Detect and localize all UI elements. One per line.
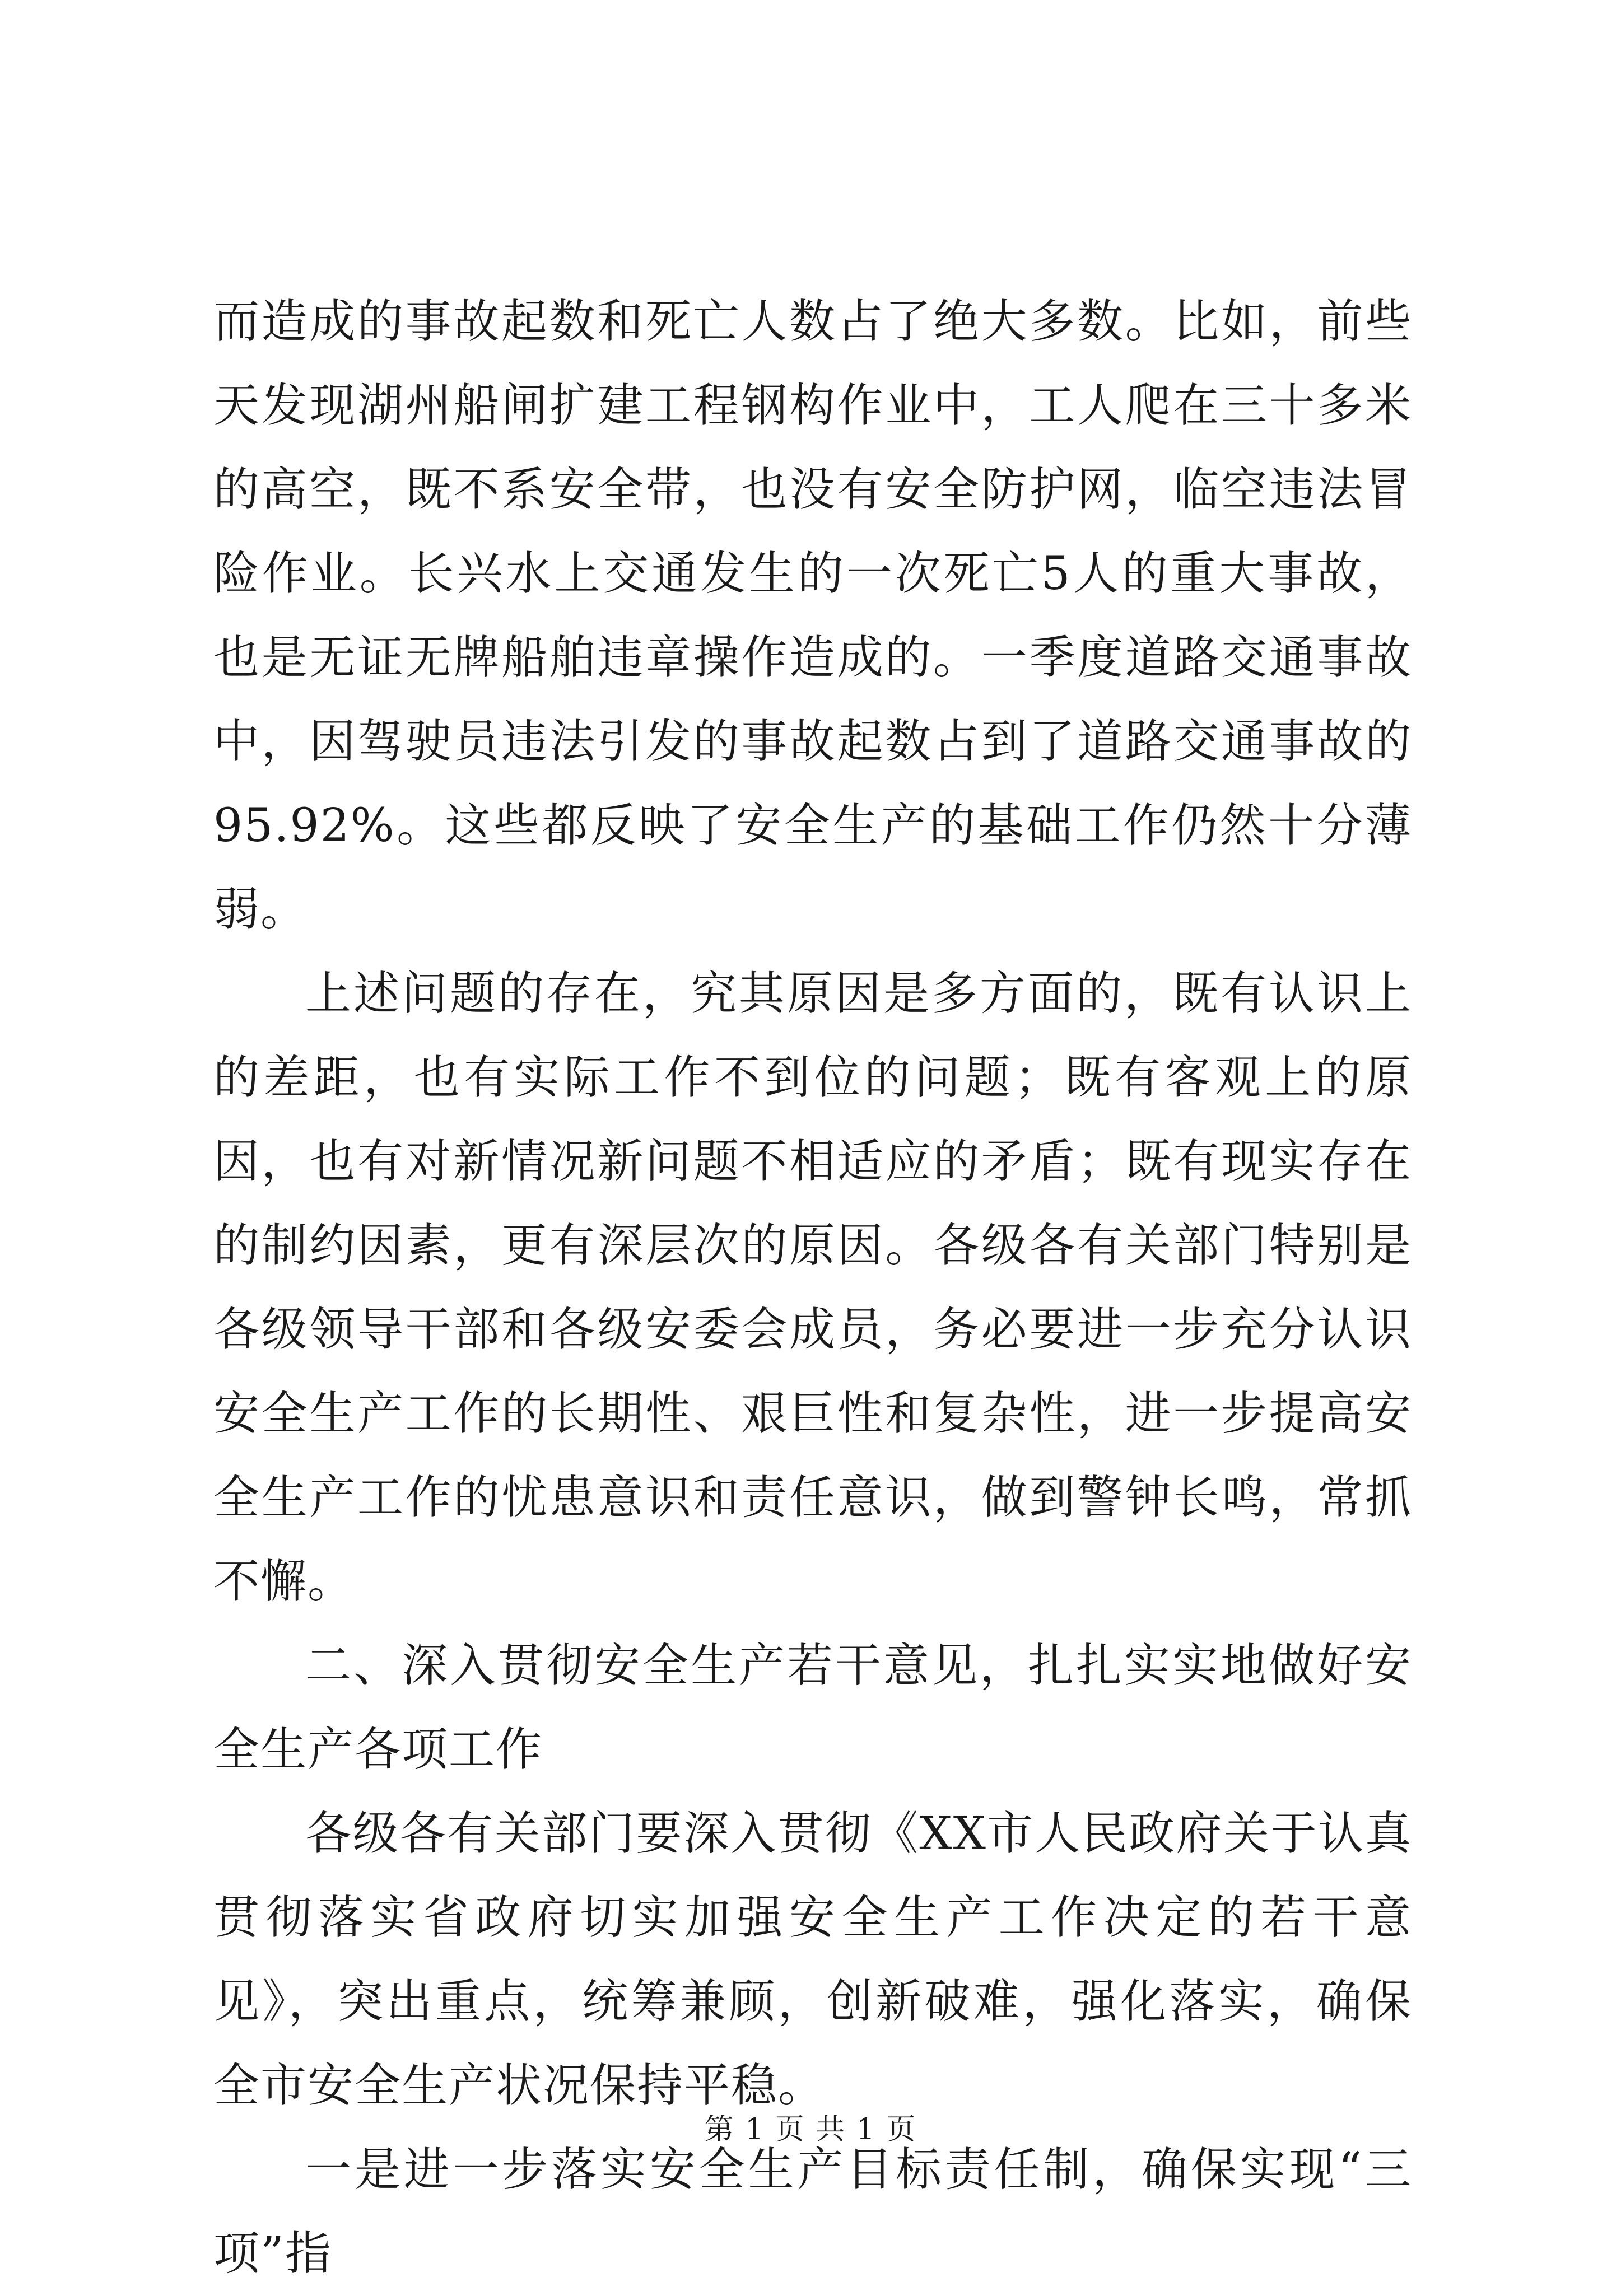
paragraph-3: 各级各有关部门要深入贯彻《XX市人民政府关于认真贯彻落实省政府切实加强安全生产工作决定的若干意见》，突出重点，统筹兼顾，创新破难，强化落实，确保全市安全生产状况保持平稳。 [213, 1807, 1412, 2112]
section-heading: 二、深入贯彻安全生产若干意见，扎扎实实地做好安全生产各项工作 [213, 1639, 1412, 1776]
paragraph-1: 而造成的事故起数和死亡人数占了绝大多数。比如，前些天发现湖州船闸扩建工程钢构作业中，工人爬在三十多米的高空，既不系安全带，也没有安全防护网，临空违法冒险作业。长兴水上交通发生的一次死亡5人的重大事故，也是无证无牌船舶违章操作造成的。一季度道路交通事故中，因驾驶员违法引发的事故起数占到了道路交通事故的95.92%。这些都反映了安全生产的基础工作仍然十分薄弱。 [213, 295, 1412, 936]
document-body [213, 280, 1412, 2296]
page-footer: 第 1 页 共 1 页 [704, 2113, 917, 2146]
paragraph-4: 一是进一步落实安全生产目标责任制，确保实现“三项”指 [213, 2143, 1412, 2280]
paragraph-2: 上述问题的存在，究其原因是多方面的，既有认识上的差距，也有实际工作不到位的问题；既有客观上的原因，也有对新情况新问题不相适应的矛盾；既有现实存在的制约因素，更有深层次的原因。各级各有关部门特别是各级领导干部和各级安委会成员，务必要进一步充分认识安全生产工作的长期性、艰巨性和复杂性，进一步提高安全生产工作的忧患意识和责任意识，做到警钟长鸣，常抓不懈。 [213, 967, 1412, 1608]
